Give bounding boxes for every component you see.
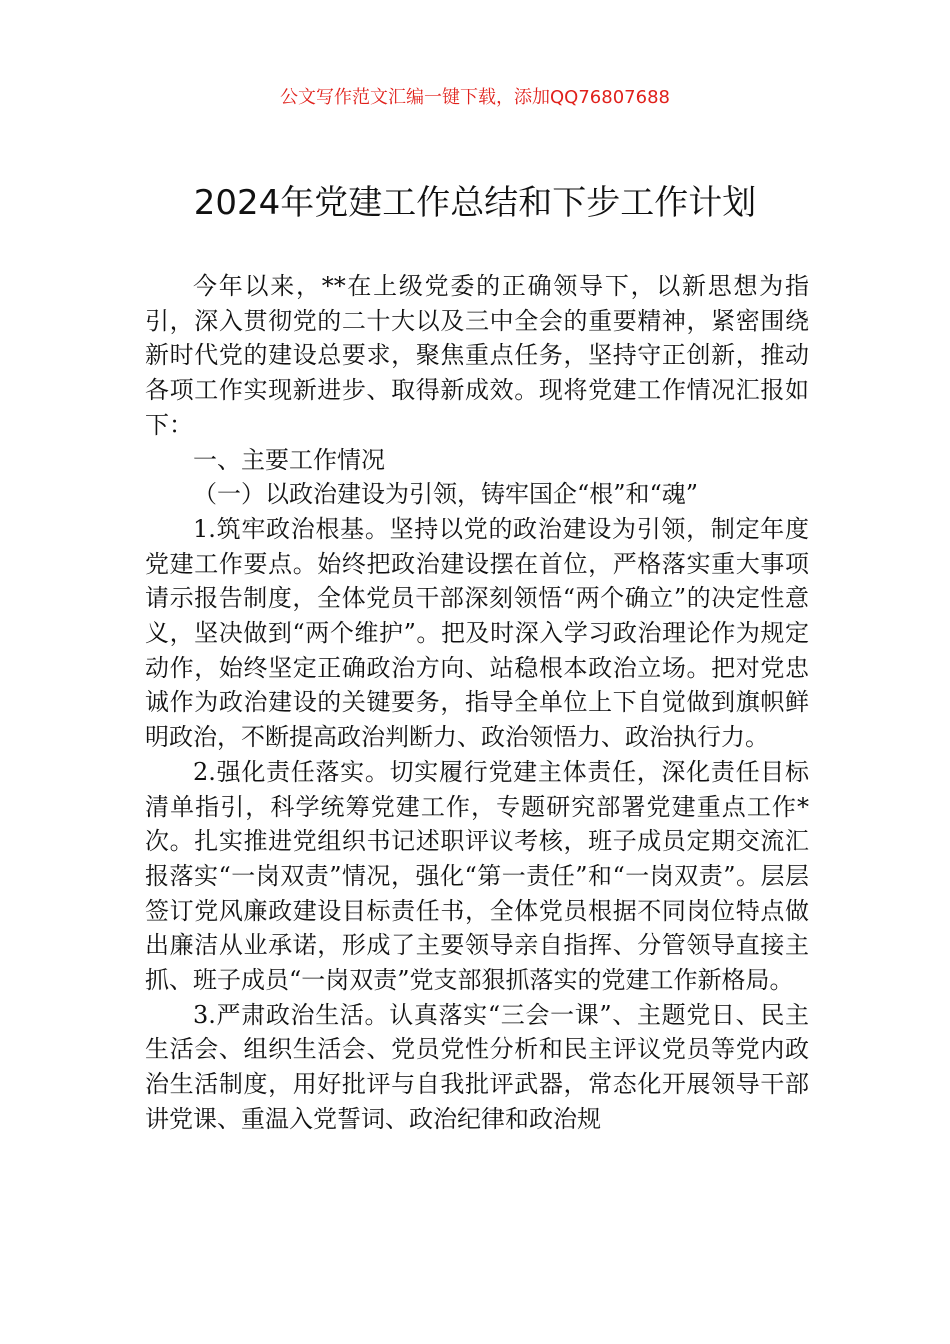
header-note: 公文写作范文汇编一键下载，添加QQ76807688 — [280, 87, 670, 108]
intro-paragraph: 今年以来，**在上级党委的正确领导下，以新思想为指引，深入贯彻党的二十大以及三中全会的重要精神，紧密围绕新时代党的建设总要求，聚焦重点任务，坚持守正创新，推动各项工作实现新进步、取得新成效。现将党建工作情况汇报如下： — [145, 272, 809, 439]
body-paragraph: 2.强化责任落实。切实履行党建主体责任，深化责任目标清单指引，科学统筹党建工作，专题研究部署党建重点工作*次。扎实推进党组织书记述职评议考核，班子成员定期交流汇报落实“一岗双责”情况，强化“第一责任”和“一岗双责”。层层签订党风廉政建设目标责任书，全体党员根据不同岗位特点做出廉洁从业承诺，形成了主要领导亲自指挥、分管领导直接主抓、班子成员“一岗双责”党支部狠抓落实的党建工作新格局。 — [145, 757, 809, 995]
document-title: 2024年党建工作总结和下步工作计划 — [193, 183, 757, 223]
body-paragraph: 1.筑牢政治根基。坚持以党的政治建设为引领，制定年度党建工作要点。始终把政治建设摆在首位，严格落实重大事项请示报告制度，全体党员干部深刻领悟“两个确立”的决定性意义，坚决做到“两个维护”。把及时深入学习政治理论作为规定动作，始终坚定正确政治方向、站稳根本政治立场。把对党忠诚作为政治建设的关键要务，指导全单位上下自觉做到旗帜鲜明政治，不断提高政治判断力、政治领悟力、政治执行力。 — [145, 514, 809, 752]
subsection-heading: （一）以政治建设为引领，铸牢国企“根”和“魂” — [193, 480, 699, 509]
document-body — [145, 269, 809, 1137]
body-paragraph: 3.严肃政治生活。认真落实“三会一课”、主题党日、民主生活会、组织生活会、党员党性分析和民主评议党员等党内政治生活制度，用好批评与自我批评武器，常态化开展领导干部讲党课、重温入党誓词、政治纪律和政治规 — [145, 1000, 809, 1133]
section-heading: 一、主要工作情况 — [193, 445, 385, 474]
